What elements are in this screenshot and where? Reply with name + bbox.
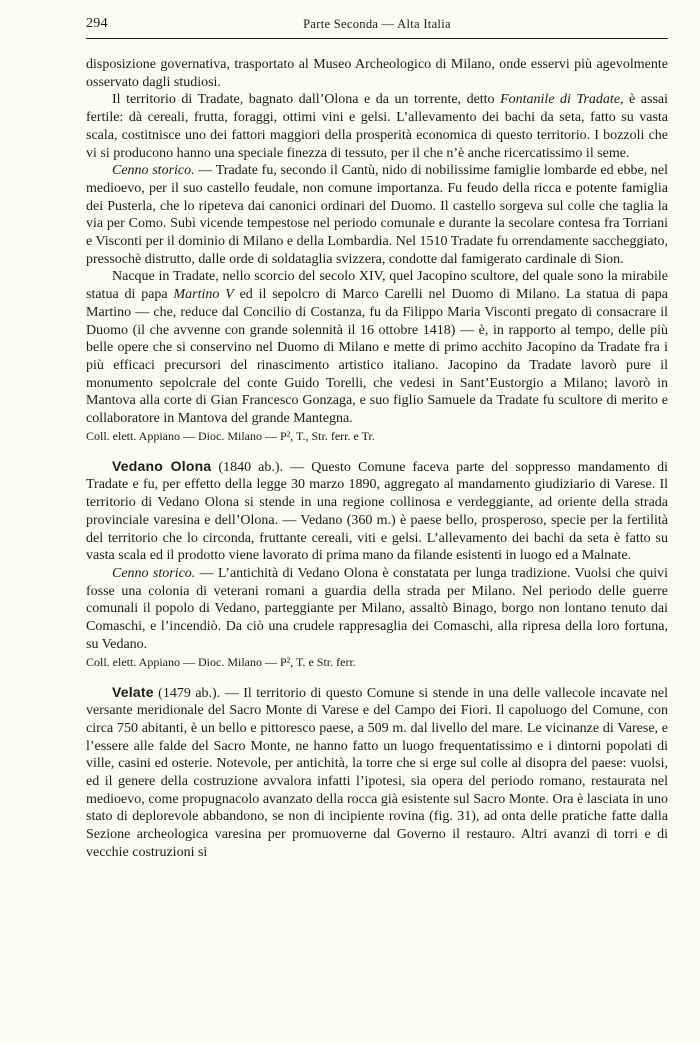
vedano-p1-text: (1840 ab.). — Questo Comune faceva parte del soppresso mandamento di Tradate e fu, per effetto della legge 30 marzo 1890, aggregato al mandamento giudiziario di Varese. Il territorio di Vedano Olona si stende in una regione collinosa e verdeggiante, ad oriente della strada provinciale varesina e dell’Olona. — Vedano (360 m.) è paese bello, prosperoso, specie per la fertilità del territorio che lo circonda, fruttante cereali, viti e gelsi. L’allevamento dei bachi da seta è fatto su vasta scala ed il prodotto viene lavorato di prima mano da filande esistenti in luogo ed a Malnate. xyxy=(86,459,668,564)
section-gap xyxy=(86,444,668,458)
running-title: Parte Seconda — Alta Italia xyxy=(303,17,451,31)
vedano-history-label: Cenno storico. xyxy=(112,565,196,581)
velate-headword: Velate xyxy=(112,683,154,700)
vedano-headword: Vedano Olona xyxy=(112,457,212,474)
tradate-admin-note: Coll. elett. Appiano — Dioc. Milano — P², T., Str. ferr. e Tr. xyxy=(86,428,375,443)
vedano-entry-paragraph xyxy=(86,458,668,565)
tradate-p4-text-a: Nacque in Tradate, nello scorcio del secolo XIV, quel Jacopino scultore, del quale sono la mirabile statua di papa xyxy=(86,269,668,303)
velate-p1-text: (1479 ab.). — Il territorio di questo Comune si stende in una delle vallecole incavate nel versante meridionale del Sacro Monte di Varese e del Campo dei Fiori. Il capoluogo del Comune, con circa 750 abitanti, è un bello e pittoresco paese, a 509 m. dal livello del mare. Le vicinanze di Varese, e l’essere alle falde del Sacro Monte, ne hanno fatto un luogo frequentatissimo e i dintorni popolati di ville, casini ed osterie. Notevole, per antichità, la torre che si erge sul colle al disopra del paese: vuolsi, ed il genere della costruzione avvalora infatti l’ipotesi, sia opera del periodo romano, restaurata nel medioevo, come propugnacolo avanzato della rocca già esistente sul Sacro Monte. Ora è lasciata in uno stato di deplorevole abbandono, se non di incipiente rovina (fig. 31), ad onta delle pratiche fatte dalla Sezione archeologica varesina per promuoverne dal Governo il restauro. Altri avanzi di torri e di vecchie costruzioni si xyxy=(86,685,668,860)
tradate-p2-text-a: Il territorio di Tradate, bagnato dall’Olona e da un torrente, detto xyxy=(112,92,501,108)
header-rule xyxy=(86,38,668,39)
tradate-history-label: Cenno storico. xyxy=(112,163,195,179)
tradate-jacopino-paragraph xyxy=(86,268,668,427)
tradate-paragraph-continued xyxy=(86,56,668,91)
vedano-admin-note: Coll. elett. Appiano — Dioc. Milano — P², T. e Str. ferr. xyxy=(86,654,356,669)
tradate-territory-paragraph xyxy=(86,91,668,162)
velate-entry-paragraph xyxy=(86,684,668,862)
tradate-p4-text-b: ed il sepolcro di Marco Carelli nel Duomo di Milano. La statua di papa Martino — che, reduce dal Concilio di Costanza, fu da Filippo Maria Visconti pregato di consacrare il Duomo (il che avvenne con grande solennità il 16 ottobre 1418) — è, in rapporto al tempo, delle più belle opere che si conservino nel Duomo di Milano e mette di primo acchito Jacopino da Tradate fra i più efficaci precursori del rinascimento artistico italiano. Jacopino da Tradate lavorò pure il monumento sepolcrale del conte Guido Torelli, che vedesi in Sant’Eustorgio a Milano; lavorò in Mantova alla corte di Gian Francesco Gonzaga, e suo figlio Samuele da Tradate fu scultore di merito e collaboratore in Mantova del grande Mantegna. xyxy=(86,287,668,427)
tradate-p1-text: disposizione governativa, trasportato al Museo Archeologico di Milano, onde esservi più agevolmente osservato dagli studiosi. xyxy=(86,57,668,90)
tradate-p2-text-b: , è assai fertile: dà cereali, frutta, foraggi, ottimi vini e gelsi. L’allevamento dei bachi da seta, fatto su vasta scala, costitnisce uno dei fattori maggiori della prosperità economica di questo territorio. I bozzoli che vi si producono hanno una speciale finezza di tessuto, per il che n’è anche ricercatissimo il seme. xyxy=(86,92,669,161)
vedano-history-paragraph xyxy=(86,565,668,654)
vedano-history-text: — L’antichità di Vedano Olona è constatata per lunga tradizione. Vuolsi che quivi fosse una colonia di veterani romani a guardia della strada per Milano. Nel periodo delle guerre comunali il popolo di Vedano, parteggiante per Milano, assaltò Binago, borgo non lontano tenuto dai Comaschi, e l’incendiò. Da ciò una crudele rappresaglia dei Comaschi, alla ripresa della loro fortuna, su Vedano. xyxy=(86,565,668,652)
page-body xyxy=(86,56,668,862)
section-gap xyxy=(86,670,668,684)
page-number: 294 xyxy=(86,16,108,31)
running-head xyxy=(86,10,668,36)
tradate-history-text: — Tradate fu, secondo il Cantù, nido di nobilissime famiglie lombarde ed ebbe, nel medioevo, per il suo castello feudale, non comune importanza. Fu feudo della ricca e potente famiglia dei Pusterla, che lo ripeteva dai canonici ordinari del Duomo. Il castello sorgeva sul colle che taglia la via per Como. Subì vicende tempestose nel periodo comunale e durante la secolare contesa fra Torriani e Visconti per il dominio di Milano e della Lombardia. Nel 1510 Tradate fu orrendamente saccheggiato, pressochè distrutto, dalle orde di soldataglia svizzera, condotte dal famigerato cardinale di Sion. xyxy=(86,163,668,267)
tradate-history-paragraph xyxy=(86,162,668,268)
tradate-p2-italic: Fontanile di Tradate xyxy=(500,92,621,108)
tradate-p4-italic: Martino V xyxy=(173,287,234,303)
